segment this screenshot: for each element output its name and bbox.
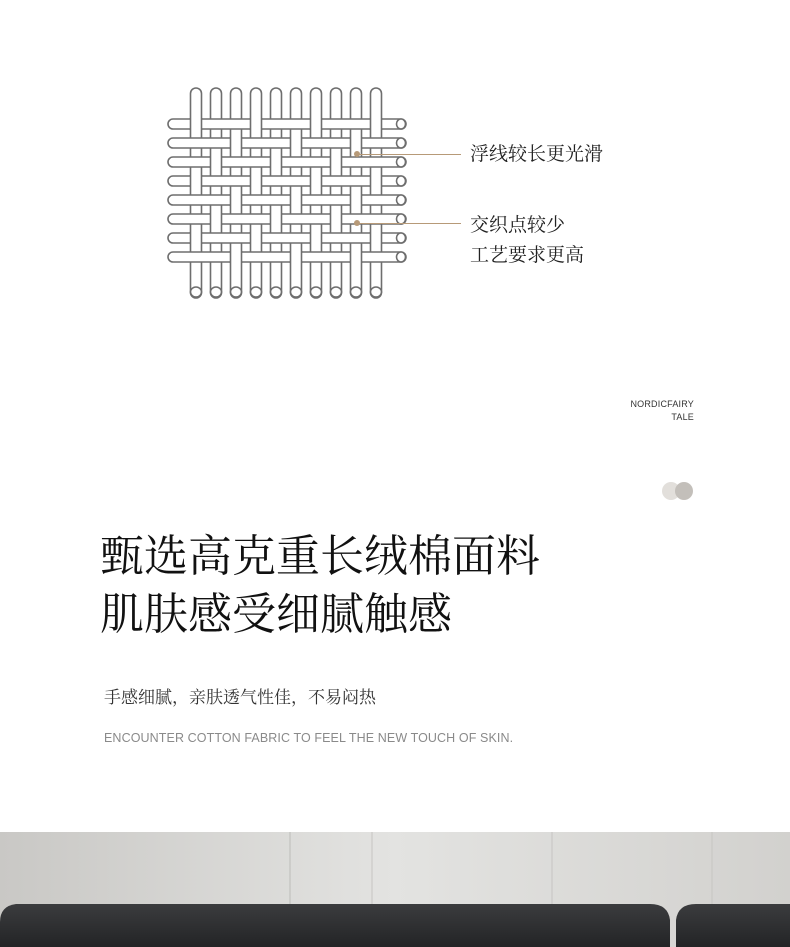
warp-over-segment xyxy=(351,251,362,263)
warp-thread-end xyxy=(251,287,262,297)
headline-line-2: 肌肤感受细腻触感 xyxy=(100,589,452,640)
warp-thread-end xyxy=(311,287,322,297)
brand-line-2: TALE xyxy=(671,412,694,422)
warp-over-segment xyxy=(271,156,282,168)
warp-thread-end xyxy=(331,287,342,297)
subtitle-english: ENCOUNTER COTTON FABRIC TO FEEL THE NEW TOUCH OF SKIN. xyxy=(104,731,514,745)
sofa-photo xyxy=(0,832,790,947)
callout-1-line xyxy=(357,154,461,155)
weft-thread-end xyxy=(397,176,406,186)
callout-2-text-line1: 交织点较少 xyxy=(470,214,566,236)
weft-thread-end xyxy=(397,195,406,205)
warp-over-segment xyxy=(191,118,202,130)
warp-over-segment xyxy=(211,156,222,168)
weft-thread xyxy=(168,252,406,262)
callout-1-text: 浮线较长更光滑 xyxy=(470,143,604,165)
weft-thread-end xyxy=(397,252,406,262)
weave-diagram xyxy=(160,80,420,310)
headline xyxy=(100,528,540,644)
warp-over-segment xyxy=(211,213,222,225)
warp-over-segment xyxy=(251,175,262,187)
brand-mark xyxy=(630,398,694,424)
callout-2-text-line2: 工艺要求更高 xyxy=(470,244,585,266)
sofa-photo-illustration xyxy=(0,832,790,947)
weft-thread-end xyxy=(397,119,406,129)
warp-over-segment xyxy=(191,175,202,187)
warp-over-segment xyxy=(311,118,322,130)
warp-thread-end xyxy=(351,287,362,297)
warp-thread-end xyxy=(231,287,242,297)
warp-over-segment xyxy=(231,137,242,149)
warp-thread-end xyxy=(211,287,222,297)
subtitle-chinese: 手感细腻，亲肤透气性佳，不易闷热 xyxy=(104,688,376,708)
warp-over-segment xyxy=(291,251,302,263)
weft-thread-end xyxy=(397,157,406,167)
warp-over-segment xyxy=(311,175,322,187)
weft-thread-end xyxy=(397,233,406,243)
warp-over-segment xyxy=(331,156,342,168)
warp-over-segment xyxy=(331,213,342,225)
warp-over-segment xyxy=(371,232,382,244)
weft-thread xyxy=(168,157,406,167)
warp-over-segment xyxy=(231,194,242,206)
weft-thread xyxy=(168,138,406,148)
decorative-dots xyxy=(662,482,694,500)
weft-thread-end xyxy=(397,138,406,148)
warp-thread-end xyxy=(291,287,302,297)
warp-over-segment xyxy=(271,213,282,225)
weft-thread xyxy=(168,195,406,205)
brand-line-1: NORDICFAIRY xyxy=(630,399,694,409)
warp-over-segment xyxy=(351,137,362,149)
warp-thread-end xyxy=(271,287,282,297)
headline-line-1: 甄选高克重长绒棉面料 xyxy=(100,531,540,582)
warp-thread-end xyxy=(191,287,202,297)
warp-over-segment xyxy=(251,118,262,130)
callout-2-line xyxy=(357,223,461,224)
warp-over-segment xyxy=(371,118,382,130)
decorative-dot-dark xyxy=(675,482,693,500)
warp-over-segment xyxy=(311,232,322,244)
warp-over-segment xyxy=(191,232,202,244)
warp-over-segment xyxy=(251,232,262,244)
warp-over-segment xyxy=(291,194,302,206)
warp-over-segment xyxy=(291,137,302,149)
warp-over-segment xyxy=(231,251,242,263)
warp-over-segment xyxy=(351,194,362,206)
fabric-weave-illustration xyxy=(160,80,420,310)
warp-thread-end xyxy=(371,287,382,297)
warp-over-segment xyxy=(371,175,382,187)
